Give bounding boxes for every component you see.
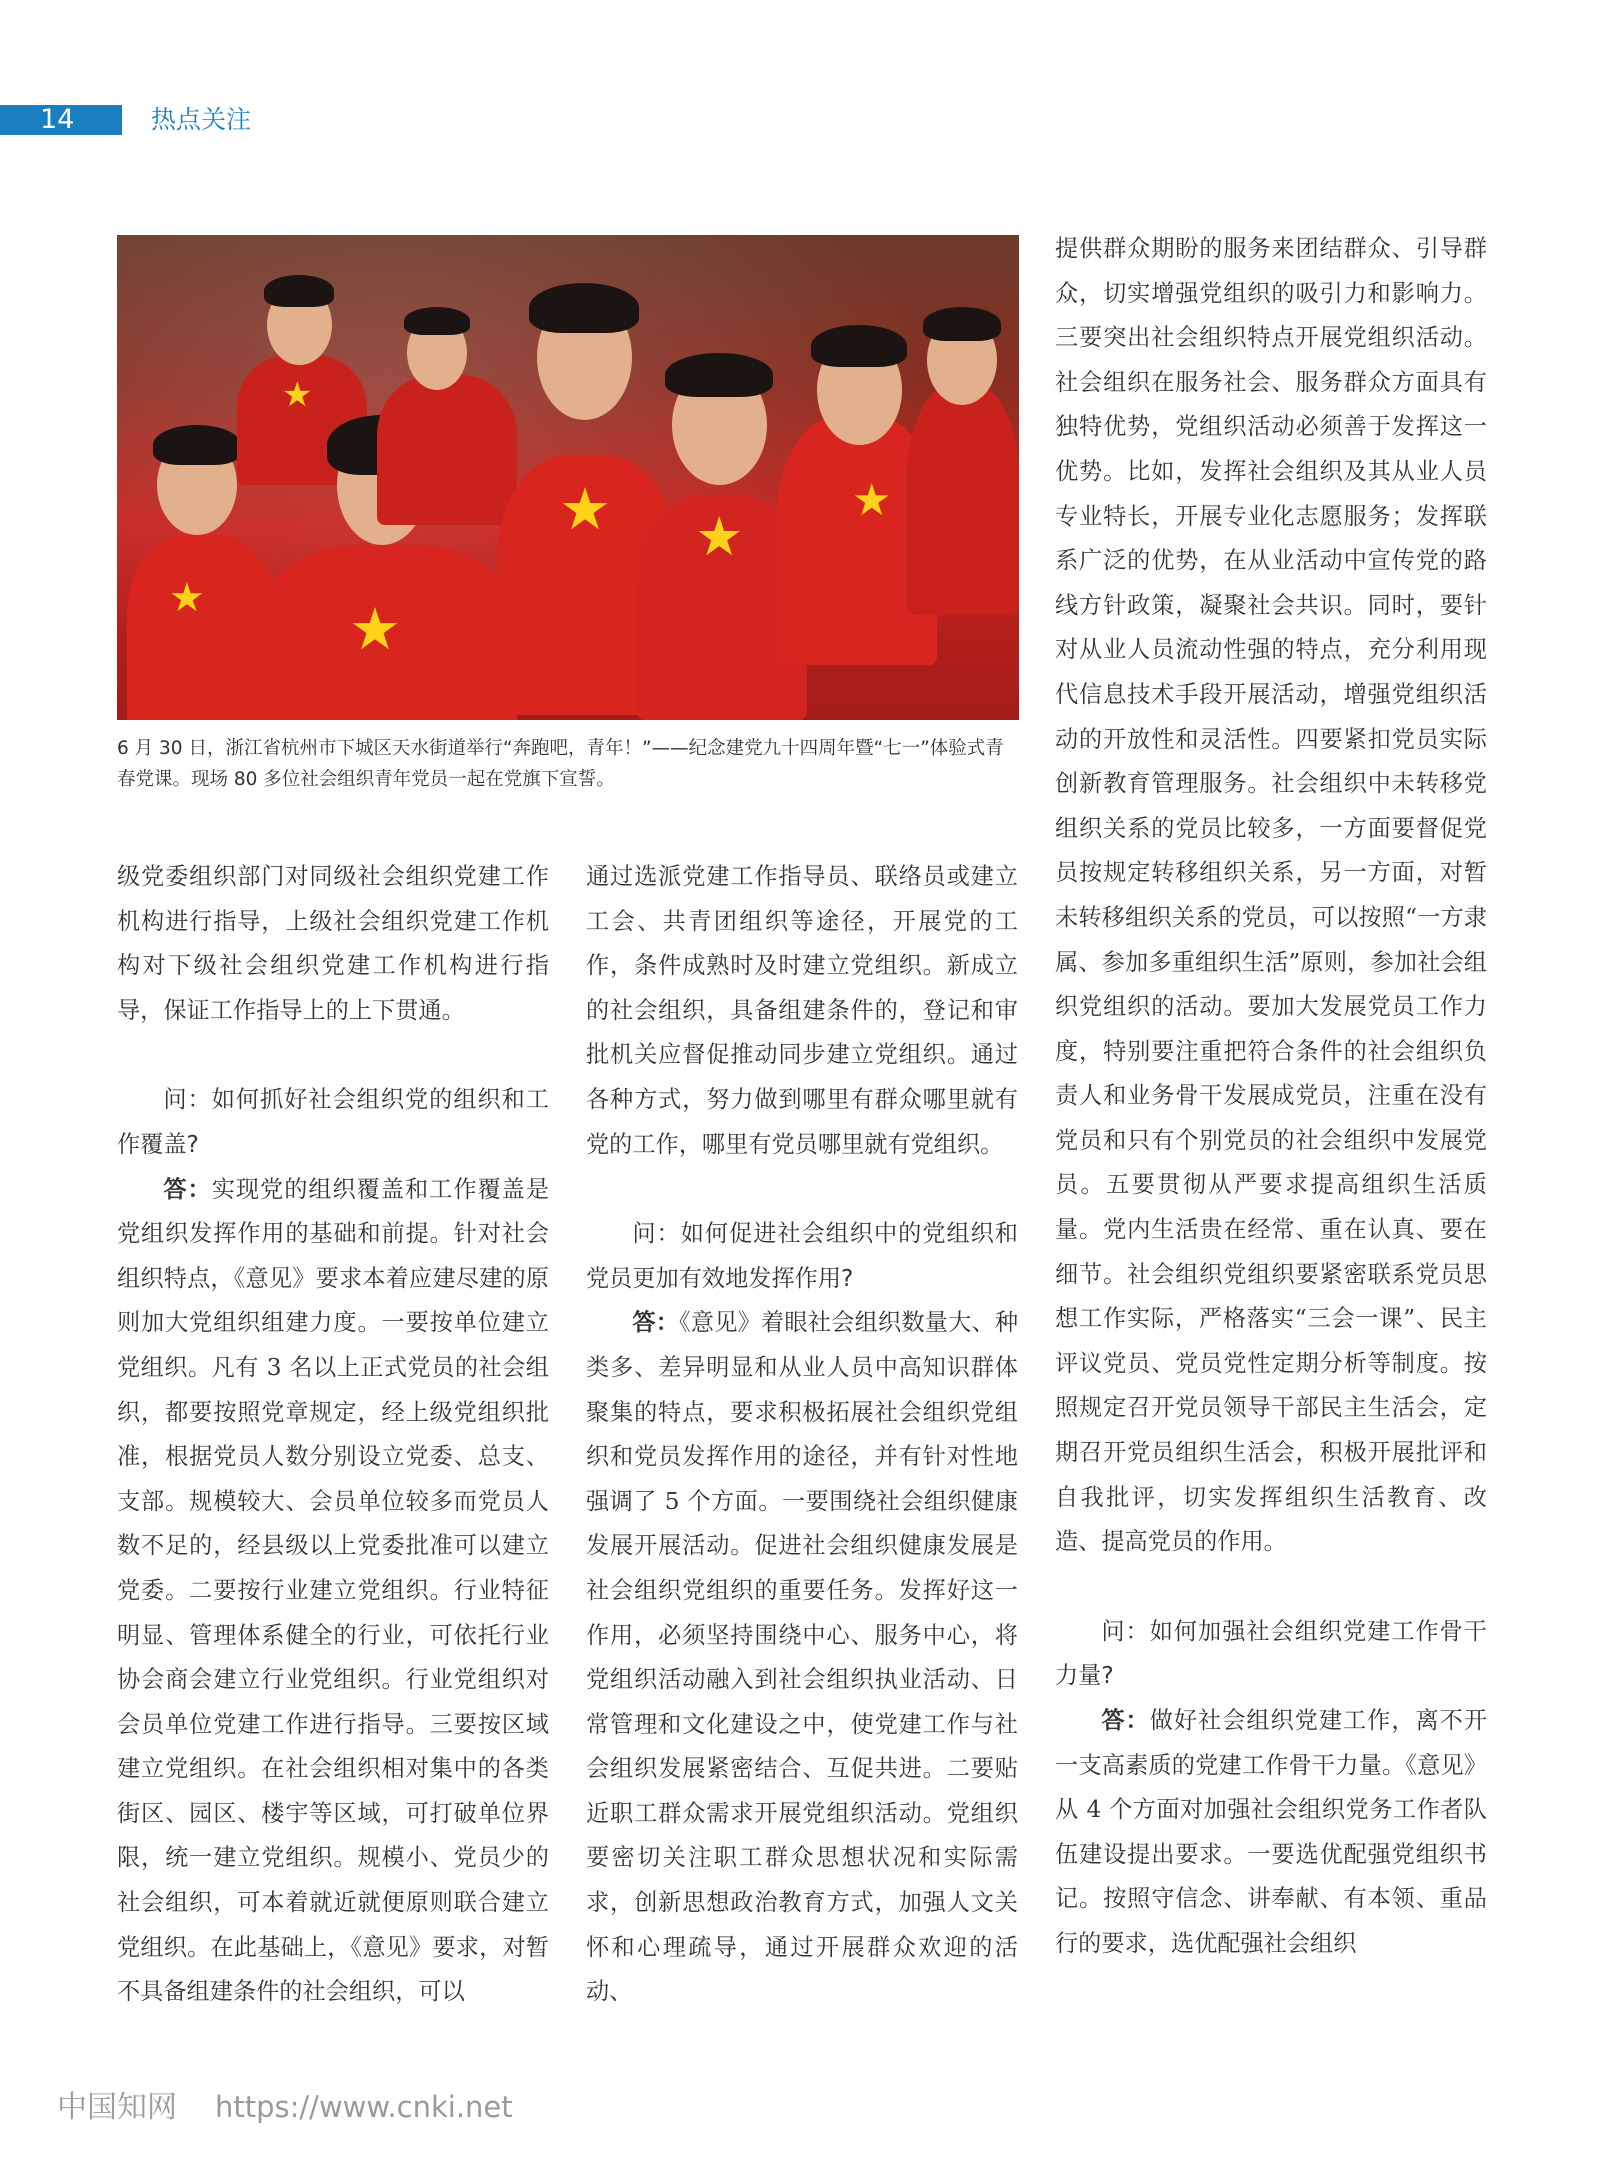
answer-text: 做好社会组织党建工作，离不开一支高素质的党建工作骨干力量。《意见》从 4 个方面对加强社会组织党务工作者队伍建设提出要求。一要选优配强党组织书记。按照守信念、讲奉献、有本领、重品行的要求，选优配强社会组织 — [1055, 1707, 1488, 1957]
paragraph: 级党委组织部门对同级社会组织党建工作机构进行指导，上级社会组织党建工作机构对下级社会组织党建工作机构进行指导，保证工作指导上的上下贯通。 — [117, 863, 549, 1024]
answer-label: 答： — [163, 1175, 212, 1203]
watermark — [57, 2082, 513, 2126]
answer-label: 答： — [1101, 1707, 1150, 1734]
question-heading: 问：如何加强社会组织党建工作骨干力量? — [1055, 1617, 1487, 1690]
question-heading: 问：如何促进社会组织中的党组织和党员更加有效地发挥作用? — [586, 1220, 1018, 1292]
text-column-left — [117, 855, 549, 2015]
answer-paragraph — [1055, 1699, 1487, 1967]
figure-photo: ★ ★ ★ ★ ★ ★ — [117, 235, 1019, 720]
answer-text: 《意见》着眼社会组织数量大、种类多、差异明显和从业人员中高知识群体聚集的特点，要求积极拓展社会组织党组织和党员发挥作用的途径，并有针对性地强调了 5 个方面。一要围绕社会组织健康发展开展活动。促进社会组织健康发展是社会组织党组织的重要任务。发挥好这一作用，必须坚持围绕中心、服务中心，将党组织活动融入到社会组织执业活动、日常管理和文化建设之中，使党建工作与社会组织发展紧密结合、互促共进。二要贴近职工群众需求开展党组织活动。党组织要密切关注职工群众思想状况和实际需求，创新思想政治教育方式，加强人文关怀和心理疏导，通过开展群众欢迎的活动、 — [586, 1309, 1019, 2006]
paragraph: 提供群众期盼的服务来团结群众、引导群众，切实增强党组织的吸引力和影响力。三要突出社会组织特点开展党组织活动。社会组织在服务社会、服务群众方面具有独特优势，党组织活动必须善于发挥这一优势。比如，发挥社会组织及其从业人员专业特长，开展专业化志愿服务；发挥联系广泛的优势，在从业活动中宣传党的路线方针政策，凝聚社会共识。同时，要针对从业人员流动性强的特点，充分利用现代信息技术手段开展活动，增强党组织活动的开放性和灵活性。四要紧扣党员实际创新教育管理服务。社会组织中未转移党组织关系的党员比较多，一方面要督促党员按规定转移组织关系，另一方面，对暂未转移组织关系的党员，可以按照“一方隶属、参加多重组织生活”原则，参加社会组织党组织的活动。要加大发展党员工作力度，特别要注重把符合条件的社会组织负责人和业务骨干发展成党员，注重在没有党员和只有个别党员的社会组织中发展党员。五要贯彻从严要求提高组织生活质量。党内生活贵在经常、重在认真、要在细节。社会组织党组织要紧密联系党员思想工作实际，严格落实“三会一课”、民主评议党员、党员党性定期分析等制度。按照规定召开党员领导干部民主生活会，定期召开党员组织生活会，积极开展批评和自我批评，切实发挥组织生活教育、改造、提高党员的作用。 — [1055, 235, 1487, 1556]
answer-text: 实现党的组织覆盖和工作覆盖是党组织发挥作用的基础和前提。针对社会组织特点，《意见》要求本着应建尽建的原则加大党组织组建力度。一要按单位建立党组织。凡有 3 名以上正式党员的社会组织，都要按照党章规定，经上级党组织批准，根据党员人数分别设立党委、总支、支部。规模较大、会员单位较多而党员人数不足的，经县级以上党委批准可以建立党委。二要按行业建立党组织。行业特征明显、管理体系健全的行业，可依托行业协会商会建立行业党组织。行业党组织对会员单位党建工作进行指导。三要按区域建立党组织。在社会组织相对集中的各类街区、园区、楼宇等区域，可打破单位界限，统一建立党组织。规模小、党员少的社会组织，可本着就近就便原则联合建立党组织。在此基础上，《意见》要求，对暂不具备组建条件的社会组织，可以 — [117, 1175, 550, 2006]
text-column-middle — [586, 855, 1018, 2015]
watermark-brand: 中国知网 — [57, 2090, 177, 2125]
question-heading: 问：如何抓好社会组织党的组织和工作覆盖? — [117, 1086, 549, 1158]
answer-paragraph — [586, 1301, 1018, 2015]
watermark-url: https://www.cnki.net — [215, 2090, 513, 2124]
text-column-right — [1055, 227, 1487, 1967]
paragraph: 通过选派党建工作指导员、联络员或建立工会、共青团组织等途径，开展党的工作，条件成熟时及时建立党组织。新成立的社会组织，具备组建条件的，登记和审批机关应督促推动同步建立党组织。通过各种方式，努力做到哪里有群众哪里就有党的工作，哪里有党员哪里就有党组织。 — [586, 863, 1018, 1158]
figure-caption: 6 月 30 日，浙江省杭州市下城区天水街道举行“奔跑吧，青年！”——纪念建党九十四周年暨“七一”体验式青春党课。现场 80 多位社会组织青年党员一起在党旗下宣誓。 — [117, 738, 1004, 790]
page-number: 14 — [40, 104, 75, 135]
section-title: 热点关注 — [151, 105, 252, 134]
answer-label: 答： — [632, 1309, 680, 1337]
answer-paragraph — [117, 1168, 549, 2015]
